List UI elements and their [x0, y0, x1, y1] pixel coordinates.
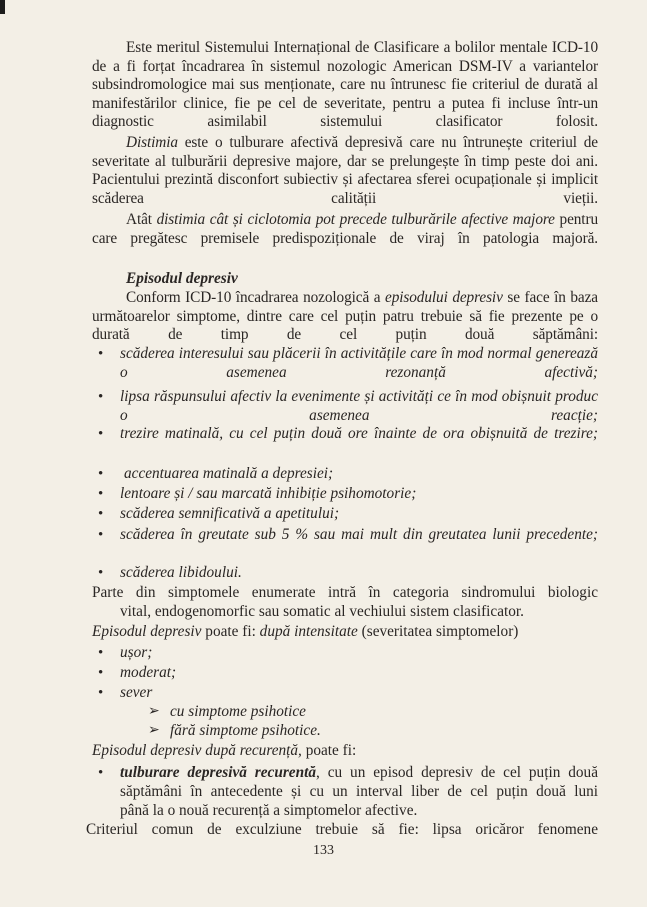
- bullet: •: [98, 389, 104, 405]
- symptom-item: scăderea interesului sau plăcerii în activitățile care în mod normal generează o asemenea rezonanță afectivă;: [120, 345, 598, 381]
- p3-italic: distimia cât și ciclotomia pot precede tulburările afective majore: [156, 211, 555, 228]
- symptom-item: scăderea semnificativă a apetitului;: [120, 505, 340, 522]
- bullet: •: [98, 346, 104, 362]
- recurrence-line-1-text: , cu un episod depresiv de cel puțin două: [315, 764, 598, 781]
- section-heading: Episodul depresiv: [126, 270, 238, 287]
- bullet: •: [98, 645, 104, 661]
- intensity-note: (severitatea simptomelor): [357, 623, 519, 640]
- recurrence-connector: poate fi:: [301, 742, 357, 759]
- intensity-line: [92, 623, 598, 642]
- symptom-item: scăderea în greutate sub 5 % sau mai mult din greutatea lunii precedente;: [120, 526, 598, 543]
- intensity-connector: poate fi:: [201, 623, 260, 640]
- bullet: •: [98, 426, 104, 442]
- recurrence-bold-term: tulburare depresivă recurentă: [120, 764, 316, 781]
- p4-end: se face în baza următoarelor simptome, dintre care cel puțin patru trebuie să fie prezente pe o durată de timp de cel puțin două săptămâni:: [92, 289, 598, 343]
- p3-start: Atât: [126, 211, 157, 228]
- term-distimia: Distimia: [126, 134, 178, 151]
- intensity-term: Episodul depresiv: [92, 623, 202, 640]
- recurrence-line: [92, 742, 598, 761]
- sub-item-psychotic: cu simptome psihotice: [170, 703, 306, 720]
- recurrence-item-line-2: săptămâni în antecedente și cu un interval liber de cel puțin două luni: [120, 783, 598, 800]
- intensity-item-severe: sever: [120, 684, 153, 701]
- recurrence-term: Episodul depresiv după recurență,: [92, 742, 302, 759]
- symptom-item: scăderea libidoului.: [120, 564, 242, 581]
- corner-mark: [0, 0, 5, 14]
- paragraph-icd10: [92, 289, 598, 345]
- paragraph-1-text: Este meritul Sistemului Internațional de Clasificare a bolilor mentale ICD-10 de a fi forțat încadrarea în sistemul nozologic American DSM-IV a variantelor subsindromologice mai sus menționate, care nu întrunesc fie criteriul de durată al manifestărilor clinice, fie pe cel de severitate, pentru a putea fi incluse într-un diagnostic asimilabil sistemului clasificator folosit.: [92, 39, 598, 130]
- bullet: •: [98, 685, 104, 701]
- page-number: 133: [313, 843, 334, 858]
- intensity-criterion: după intensitate: [259, 623, 358, 640]
- bullet: •: [98, 506, 104, 522]
- paragraph-exclusion: Criteriul comun de exculziune trebuie să fie: lipsa oricăror fenomene: [86, 821, 598, 838]
- paragraph-distimia-text: este o tulburare afectivă depresivă care nu întrunește criteriul de severitate al tulburării depresive majore, dar se prelungește în timp peste doi ani. Pacientului prezintă disconfort subiectiv și afectarea sferei ocupaționale și implicit scăderea calității vieții.: [92, 134, 598, 207]
- paragraph-biological-line-1: Parte din simptomele enumerate intră în categoria sindromului biologic: [92, 584, 598, 601]
- recurrence-item-line-1: [120, 764, 598, 783]
- bullet: •: [98, 466, 104, 482]
- symptom-item: accentuarea matinală a depresiei;: [124, 465, 334, 482]
- symptom-item: trezire matinală, cu cel puțin două ore înainte de ora obișnuită de trezire;: [120, 425, 598, 442]
- bullet: •: [98, 565, 104, 581]
- p4-italic: episodului depresiv: [385, 289, 503, 306]
- sub-item-non-psychotic: fără simptome psihotice.: [170, 722, 321, 739]
- bullet: •: [98, 665, 104, 681]
- p4-start: Conform ICD-10 încadrarea nozologică a: [126, 289, 386, 306]
- paragraph-ciclotomia: [92, 211, 598, 248]
- bullet: •: [98, 765, 104, 781]
- symptom-item: lipsa răspunsului afectiv la evenimente și activități ce în mod obișnuit produc o asemenea reacție;: [120, 388, 598, 424]
- arrow-icon: ➢: [148, 704, 160, 719]
- paragraph-biological-line-2: vital, endogenomorfic sau somatic al vechiului sistem clasificator.: [120, 603, 524, 620]
- p3-end: pentru care pregătesc premisele predispoziționale de viraj în patologia majoră.: [92, 211, 598, 247]
- bullet: •: [98, 527, 104, 543]
- arrow-icon: ➢: [148, 723, 160, 738]
- symptom-item: lentoare și / sau marcată inhibiție psihomotorie;: [120, 485, 417, 502]
- intensity-item-mild: ușor;: [120, 644, 153, 661]
- intensity-item-moderate: moderat;: [120, 664, 177, 681]
- paragraph-1: [92, 39, 598, 132]
- paragraph-distimia: [92, 134, 598, 208]
- recurrence-item-line-3: până la o nouă recurență a simptomelor afective.: [120, 802, 418, 819]
- bullet: •: [98, 486, 104, 502]
